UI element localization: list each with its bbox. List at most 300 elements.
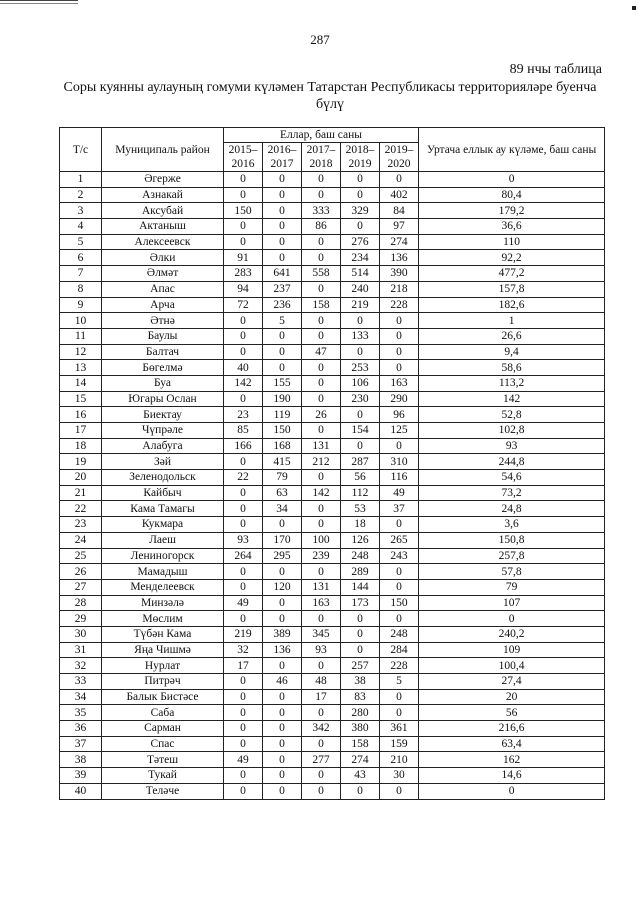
municipality-name: Мөслим: [102, 611, 224, 627]
table-row: [60, 595, 605, 611]
year-value: 0: [224, 689, 263, 705]
year-value: 163: [380, 375, 419, 391]
row-number: 28: [60, 595, 102, 611]
municipality-name: Аксубай: [102, 203, 224, 219]
row-number: 2: [60, 187, 102, 203]
year-value: 47: [302, 344, 341, 360]
year-value: 5: [263, 313, 302, 329]
header-year: 2018–2019: [341, 143, 380, 172]
year-value: 0: [380, 172, 419, 188]
municipality-name: Биектау: [102, 407, 224, 423]
table-row: [60, 375, 605, 391]
year-value: 53: [341, 501, 380, 517]
year-value: 48: [302, 674, 341, 690]
table-row: [60, 674, 605, 690]
average-value: 240,2: [419, 626, 605, 642]
year-value: 361: [380, 721, 419, 737]
year-value: 248: [380, 626, 419, 642]
municipality-name: Әлмәт: [102, 266, 224, 282]
year-value: 0: [263, 705, 302, 721]
year-value: 230: [341, 391, 380, 407]
year-value: 144: [341, 579, 380, 595]
header-year: 2017–2018: [302, 143, 341, 172]
municipality-name: Лениногорск: [102, 548, 224, 564]
municipality-name: Питрәч: [102, 674, 224, 690]
municipality-name: Зәй: [102, 454, 224, 470]
year-value: 0: [263, 360, 302, 376]
average-value: 110: [419, 234, 605, 250]
year-value: 0: [380, 360, 419, 376]
year-value: 287: [341, 454, 380, 470]
year-value: 558: [302, 266, 341, 282]
header-municipality: Муниципаль район: [102, 128, 224, 172]
year-value: 0: [302, 705, 341, 721]
table-number: 89 нчы таблица: [509, 62, 602, 77]
year-value: 0: [302, 517, 341, 533]
table-row: [60, 172, 605, 188]
row-number: 24: [60, 532, 102, 548]
table-row: [60, 548, 605, 564]
year-value: 257: [341, 658, 380, 674]
year-value: 234: [341, 250, 380, 266]
year-value: 0: [263, 721, 302, 737]
average-value: 102,8: [419, 423, 605, 439]
year-value: 237: [263, 281, 302, 297]
year-value: 166: [224, 438, 263, 454]
row-number: 21: [60, 485, 102, 501]
year-value: 0: [263, 203, 302, 219]
row-number: 40: [60, 783, 102, 799]
average-value: 73,2: [419, 485, 605, 501]
year-value: 0: [302, 736, 341, 752]
year-value: 106: [341, 375, 380, 391]
row-number: 20: [60, 470, 102, 486]
year-value: 49: [224, 752, 263, 768]
year-value: 0: [302, 423, 341, 439]
year-value: 120: [263, 579, 302, 595]
row-number: 29: [60, 611, 102, 627]
year-value: 243: [380, 548, 419, 564]
year-value: 0: [224, 313, 263, 329]
municipality-name: Балтач: [102, 344, 224, 360]
year-value: 240: [341, 281, 380, 297]
year-value: 0: [224, 501, 263, 517]
year-value: 112: [341, 485, 380, 501]
average-value: 244,8: [419, 454, 605, 470]
municipality-name: Мамадыш: [102, 564, 224, 580]
table-row: [60, 266, 605, 282]
row-number: 14: [60, 375, 102, 391]
year-value: 641: [263, 266, 302, 282]
average-value: 179,2: [419, 203, 605, 219]
table-row: [60, 281, 605, 297]
year-value: 91: [224, 250, 263, 266]
average-value: 36,6: [419, 219, 605, 235]
year-value: 390: [380, 266, 419, 282]
year-value: 265: [380, 532, 419, 548]
table-row: [60, 250, 605, 266]
year-value: 219: [224, 626, 263, 642]
table-row: [60, 768, 605, 784]
row-number: 38: [60, 752, 102, 768]
average-value: 0: [419, 611, 605, 627]
year-value: 345: [302, 626, 341, 642]
municipality-name: Чүпрәле: [102, 423, 224, 439]
year-value: 0: [341, 407, 380, 423]
table-row: [60, 642, 605, 658]
page-number: 287: [310, 32, 330, 47]
table-row: [60, 532, 605, 548]
year-value: 0: [380, 564, 419, 580]
year-value: 0: [380, 783, 419, 799]
year-value: 131: [302, 438, 341, 454]
year-value: 150: [263, 423, 302, 439]
municipality-name: Актаныш: [102, 219, 224, 235]
row-number: 3: [60, 203, 102, 219]
year-value: 155: [263, 375, 302, 391]
year-value: 18: [341, 517, 380, 533]
year-value: 228: [380, 297, 419, 313]
table-row: [60, 752, 605, 768]
year-value: 277: [302, 752, 341, 768]
average-value: 142: [419, 391, 605, 407]
row-number: 10: [60, 313, 102, 329]
average-value: 113,2: [419, 375, 605, 391]
row-number: 19: [60, 454, 102, 470]
table-row: [60, 313, 605, 329]
year-value: 0: [263, 689, 302, 705]
table-row: [60, 517, 605, 533]
year-value: 136: [263, 642, 302, 658]
header-no: Т/с: [60, 128, 102, 172]
year-value: 0: [302, 391, 341, 407]
year-value: 158: [341, 736, 380, 752]
year-value: 0: [224, 234, 263, 250]
year-value: 34: [263, 501, 302, 517]
year-value: 210: [380, 752, 419, 768]
municipality-name: Югары Ослан: [102, 391, 224, 407]
header-year: 2015–2016: [224, 143, 263, 172]
year-value: 43: [341, 768, 380, 784]
year-value: 0: [302, 375, 341, 391]
year-value: 30: [380, 768, 419, 784]
year-value: 0: [341, 611, 380, 627]
year-value: 389: [263, 626, 302, 642]
year-value: 0: [302, 234, 341, 250]
year-value: 85: [224, 423, 263, 439]
table-row: [60, 658, 605, 674]
municipality-name: Арча: [102, 297, 224, 313]
year-value: 131: [302, 579, 341, 595]
year-value: 0: [263, 564, 302, 580]
year-value: 0: [302, 313, 341, 329]
year-value: 72: [224, 297, 263, 313]
table-row: [60, 689, 605, 705]
year-value: 0: [380, 438, 419, 454]
year-value: 142: [224, 375, 263, 391]
table-row: [60, 783, 605, 799]
row-number: 27: [60, 579, 102, 595]
year-value: 0: [224, 187, 263, 203]
year-value: 0: [380, 328, 419, 344]
row-number: 25: [60, 548, 102, 564]
row-number: 17: [60, 423, 102, 439]
average-value: 56: [419, 705, 605, 721]
year-value: 0: [224, 768, 263, 784]
year-value: 125: [380, 423, 419, 439]
row-number: 34: [60, 689, 102, 705]
year-value: 0: [263, 752, 302, 768]
year-value: 0: [341, 642, 380, 658]
row-number: 30: [60, 626, 102, 642]
year-value: 0: [302, 611, 341, 627]
year-value: 0: [224, 391, 263, 407]
year-value: 0: [302, 250, 341, 266]
municipality-name: Сарман: [102, 721, 224, 737]
average-value: 58,6: [419, 360, 605, 376]
year-value: 26: [302, 407, 341, 423]
year-value: 0: [302, 281, 341, 297]
average-value: 79: [419, 579, 605, 595]
average-value: 80,4: [419, 187, 605, 203]
municipality-name: Нурлат: [102, 658, 224, 674]
municipality-name: Кайбыч: [102, 485, 224, 501]
year-value: 0: [302, 172, 341, 188]
table-row: [60, 187, 605, 203]
year-value: 284: [380, 642, 419, 658]
table-row: [60, 470, 605, 486]
average-value: 92,2: [419, 250, 605, 266]
year-value: 0: [224, 344, 263, 360]
table-row: [60, 564, 605, 580]
average-value: 57,8: [419, 564, 605, 580]
year-value: 0: [380, 313, 419, 329]
average-value: 54,6: [419, 470, 605, 486]
scan-speck: [632, 6, 636, 10]
year-value: 0: [263, 517, 302, 533]
year-value: 0: [263, 768, 302, 784]
row-number: 36: [60, 721, 102, 737]
municipality-name: Алексеевск: [102, 234, 224, 250]
year-value: 0: [380, 689, 419, 705]
municipality-name: Кама Тамагы: [102, 501, 224, 517]
header-average: Уртача еллык ау күләме, баш саны: [419, 128, 605, 172]
municipality-name: Кукмара: [102, 517, 224, 533]
municipality-name: Апас: [102, 281, 224, 297]
year-value: 142: [302, 485, 341, 501]
year-value: 0: [380, 611, 419, 627]
row-number: 12: [60, 344, 102, 360]
row-number: 39: [60, 768, 102, 784]
average-value: 100,4: [419, 658, 605, 674]
average-value: 52,8: [419, 407, 605, 423]
row-number: 18: [60, 438, 102, 454]
year-value: 46: [263, 674, 302, 690]
average-value: 14,6: [419, 768, 605, 784]
year-value: 0: [224, 517, 263, 533]
year-value: 168: [263, 438, 302, 454]
municipality-name: Азнакай: [102, 187, 224, 203]
row-number: 32: [60, 658, 102, 674]
municipality-name: Яңа Чишмә: [102, 642, 224, 658]
average-value: 0: [419, 172, 605, 188]
table-row: [60, 297, 605, 313]
year-value: 380: [341, 721, 380, 737]
year-value: 0: [302, 360, 341, 376]
header-row-1: [60, 128, 605, 143]
year-value: 93: [224, 532, 263, 548]
municipality-name: Зеленодольск: [102, 470, 224, 486]
municipality-name: Әгерже: [102, 172, 224, 188]
year-value: 0: [263, 250, 302, 266]
year-value: 0: [341, 344, 380, 360]
average-value: 150,8: [419, 532, 605, 548]
table-row: [60, 705, 605, 721]
row-number: 7: [60, 266, 102, 282]
average-value: 182,6: [419, 297, 605, 313]
municipality-name: Түбән Кама: [102, 626, 224, 642]
year-value: 276: [341, 234, 380, 250]
year-value: 239: [302, 548, 341, 564]
municipality-name: Әтнә: [102, 313, 224, 329]
year-value: 49: [224, 595, 263, 611]
year-value: 0: [341, 172, 380, 188]
municipality-name: Буа: [102, 375, 224, 391]
year-value: 0: [263, 611, 302, 627]
year-value: 0: [224, 328, 263, 344]
year-value: 0: [263, 172, 302, 188]
year-value: 17: [302, 689, 341, 705]
year-value: 333: [302, 203, 341, 219]
municipality-name: Спас: [102, 736, 224, 752]
year-value: 0: [380, 344, 419, 360]
year-value: 190: [263, 391, 302, 407]
header-year: 2019–2020: [380, 143, 419, 172]
year-value: 0: [341, 783, 380, 799]
table-row: [60, 611, 605, 627]
scan-edge-mark: [0, 0, 78, 4]
year-value: 0: [263, 736, 302, 752]
year-value: 0: [302, 658, 341, 674]
year-value: 280: [341, 705, 380, 721]
year-value: 342: [302, 721, 341, 737]
year-value: 295: [263, 548, 302, 564]
average-value: 477,2: [419, 266, 605, 282]
table-row: [60, 360, 605, 376]
row-number: 22: [60, 501, 102, 517]
year-value: 56: [341, 470, 380, 486]
year-value: 228: [380, 658, 419, 674]
year-value: 0: [341, 187, 380, 203]
year-value: 0: [302, 187, 341, 203]
table-row: [60, 736, 605, 752]
year-value: 0: [263, 658, 302, 674]
row-number: 16: [60, 407, 102, 423]
year-value: 274: [341, 752, 380, 768]
row-number: 9: [60, 297, 102, 313]
table-row: [60, 407, 605, 423]
municipality-name: Менделеевск: [102, 579, 224, 595]
average-value: 157,8: [419, 281, 605, 297]
year-value: 329: [341, 203, 380, 219]
municipality-name: Минзәлә: [102, 595, 224, 611]
year-value: 236: [263, 297, 302, 313]
year-value: 40: [224, 360, 263, 376]
average-value: 93: [419, 438, 605, 454]
average-value: 26,6: [419, 328, 605, 344]
year-value: 274: [380, 234, 419, 250]
municipality-name: Әлки: [102, 250, 224, 266]
year-value: 5: [380, 674, 419, 690]
year-value: 154: [341, 423, 380, 439]
year-value: 84: [380, 203, 419, 219]
table-row: [60, 344, 605, 360]
table-row: [60, 438, 605, 454]
year-value: 0: [224, 564, 263, 580]
year-value: 264: [224, 548, 263, 564]
year-value: 79: [263, 470, 302, 486]
year-value: 310: [380, 454, 419, 470]
table-row: [60, 501, 605, 517]
table-row: [60, 391, 605, 407]
year-value: 163: [302, 595, 341, 611]
row-number: 4: [60, 219, 102, 235]
year-value: 0: [263, 187, 302, 203]
table-row: [60, 454, 605, 470]
year-value: 49: [380, 485, 419, 501]
row-number: 8: [60, 281, 102, 297]
row-number: 1: [60, 172, 102, 188]
average-value: 216,6: [419, 721, 605, 737]
average-value: 27,4: [419, 674, 605, 690]
average-value: 107: [419, 595, 605, 611]
hunting-quota-table: [59, 127, 605, 800]
row-number: 26: [60, 564, 102, 580]
average-value: 0: [419, 783, 605, 799]
year-value: 126: [341, 532, 380, 548]
municipality-name: Тәтеш: [102, 752, 224, 768]
average-value: 9,4: [419, 344, 605, 360]
year-value: 0: [263, 328, 302, 344]
table-row: [60, 721, 605, 737]
table-row: [60, 579, 605, 595]
year-value: 253: [341, 360, 380, 376]
year-value: 17: [224, 658, 263, 674]
table-body: [60, 172, 605, 800]
year-value: 32: [224, 642, 263, 658]
table-row: [60, 423, 605, 439]
municipality-name: Теләче: [102, 783, 224, 799]
table-row: [60, 485, 605, 501]
row-number: 35: [60, 705, 102, 721]
year-value: 283: [224, 266, 263, 282]
year-value: 97: [380, 219, 419, 235]
year-value: 0: [263, 344, 302, 360]
year-value: 219: [341, 297, 380, 313]
year-value: 37: [380, 501, 419, 517]
year-value: 0: [380, 705, 419, 721]
year-value: 100: [302, 532, 341, 548]
year-value: 63: [263, 485, 302, 501]
year-value: 0: [341, 438, 380, 454]
municipality-name: Баулы: [102, 328, 224, 344]
table-row: [60, 626, 605, 642]
table-row: [60, 328, 605, 344]
year-value: 0: [224, 219, 263, 235]
year-value: 0: [263, 219, 302, 235]
row-number: 15: [60, 391, 102, 407]
year-value: 212: [302, 454, 341, 470]
